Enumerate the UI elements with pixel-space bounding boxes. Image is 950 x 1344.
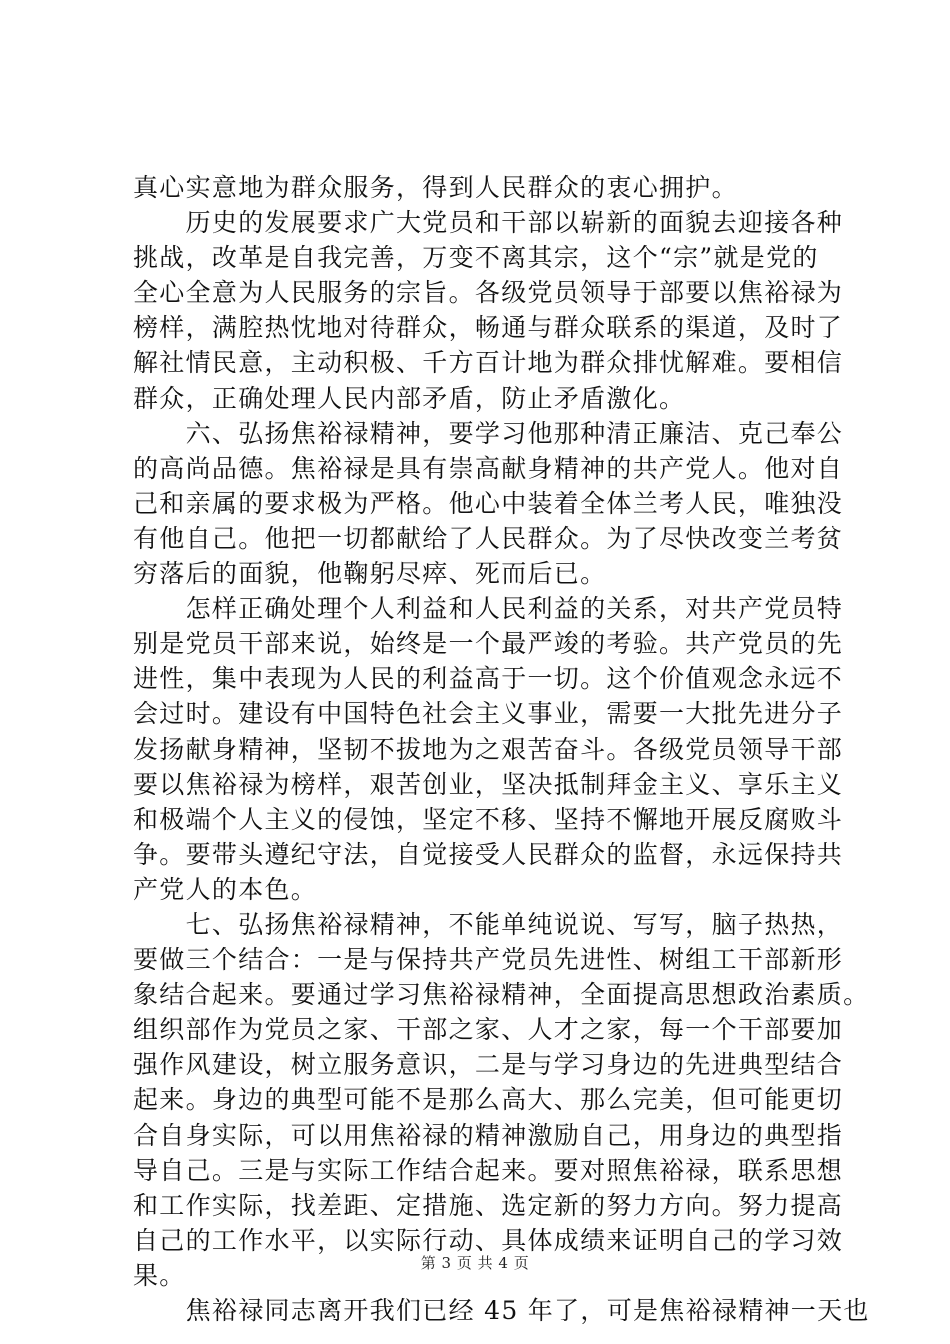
text-line: 己和亲属的要求极为严格。他心中装着全体兰考人民，唯独没 [133,488,844,518]
text-line: 的高尚品德。焦裕禄是具有崇高献身精神的共产党人。他对自 [133,453,844,483]
text-line: 榜样，满腔热忱地对待群众，畅通与群众联系的渠道，及时了 [133,313,844,343]
text-line: 要做三个结合：一是与保持共产党员先进性、树组工干部新形 [133,945,844,975]
text-line: 强作风建设，树立服务意识，二是与学习身边的先进典型结合 [133,1050,844,1080]
text-line: 和极端个人主义的侵蚀，坚定不移、坚持不懈地开展反腐败斗 [133,804,844,834]
text-line: 会过时。建设有中国特色社会主义事业，需要一大批先进分子 [133,699,844,729]
text-line: 挑战，改革是自我完善，万变不离其宗，这个“宗”就是党的 [133,243,819,273]
text-line: 焦裕禄同志离开我们已经 45 年了，可是焦裕禄精神一天也 [133,1296,870,1325]
text-line: 自己的工作水平，以实际行动、具体成绩来证明自己的学习效 [133,1225,844,1255]
text-line: 起来。身边的典型可能不是那么高大、那么完美，但可能更切 [133,1085,844,1115]
text-line: 六、弘扬焦裕禄精神，要学习他那种清正廉洁、克己奉公 [133,418,844,448]
text-line: 进性，集中表现为人民的利益高于一切。这个价值观念永远不 [133,664,844,694]
text-line: 和工作实际，找差距、定措施、选定新的努力方向。努力提高 [133,1190,844,1220]
text-line: 导自己。三是与实际工作结合起来。要对照焦裕禄，联系思想 [133,1155,844,1185]
text-line: 别是党员干部来说，始终是一个最严竣的考验。共产党员的先 [133,629,844,659]
text-line: 全心全意为人民服务的宗旨。各级党员领导于部要以焦裕禄为 [133,278,844,308]
text-line: 解社情民意，主动积极、千方百计地为群众排忧解难。要相信 [133,348,844,378]
text-line: 产党人的本色。 [133,874,318,904]
document-body [133,170,870,1328]
text-line: 争。要带头遵纪守法，自觉接受人民群众的监督，永远保持共 [133,839,844,869]
page-number-footer: 第 3 页 共 4 页 [420,1254,530,1272]
text-line: 群众，正确处理人民内部矛盾，防止矛盾激化。 [133,383,686,413]
text-line: 真心实意地为群众服务，得到人民群众的衷心拥护。 [133,173,738,202]
text-line: 果。 [133,1260,186,1290]
text-line: 有他自己。他把一切都献给了人民群众。为了尽快改变兰考贫 [133,523,844,553]
text-line: 怎样正确处理个人利益和人民利益的关系，对共产党员特 [133,594,844,624]
text-line: 合自身实际，可以用焦裕禄的精神激励自己，用身边的典型指 [133,1120,844,1150]
text-line: 发扬献身精神，坚韧不拔地为之艰苦奋斗。各级党员领导干部 [133,734,844,764]
text-line: 历史的发展要求广大党员和干部以崭新的面貌去迎接各种 [133,208,844,238]
text-line: 组织部作为党员之家、干部之家、人才之家，每一个干部要加 [133,1015,844,1045]
text-line: 穷落后的面貌，他鞠躬尽瘁、死而后已。 [133,559,607,589]
text-line: 七、弘扬焦裕禄精神，不能单纯说说、写写，脑子热热， [133,909,844,939]
text-line: 象结合起来。要通过学习焦裕禄精神，全面提高思想政治素质。 [133,980,870,1010]
text-line: 要以焦裕禄为榜样，艰苦创业，坚决抵制拜金主义、享乐主义 [133,769,844,799]
